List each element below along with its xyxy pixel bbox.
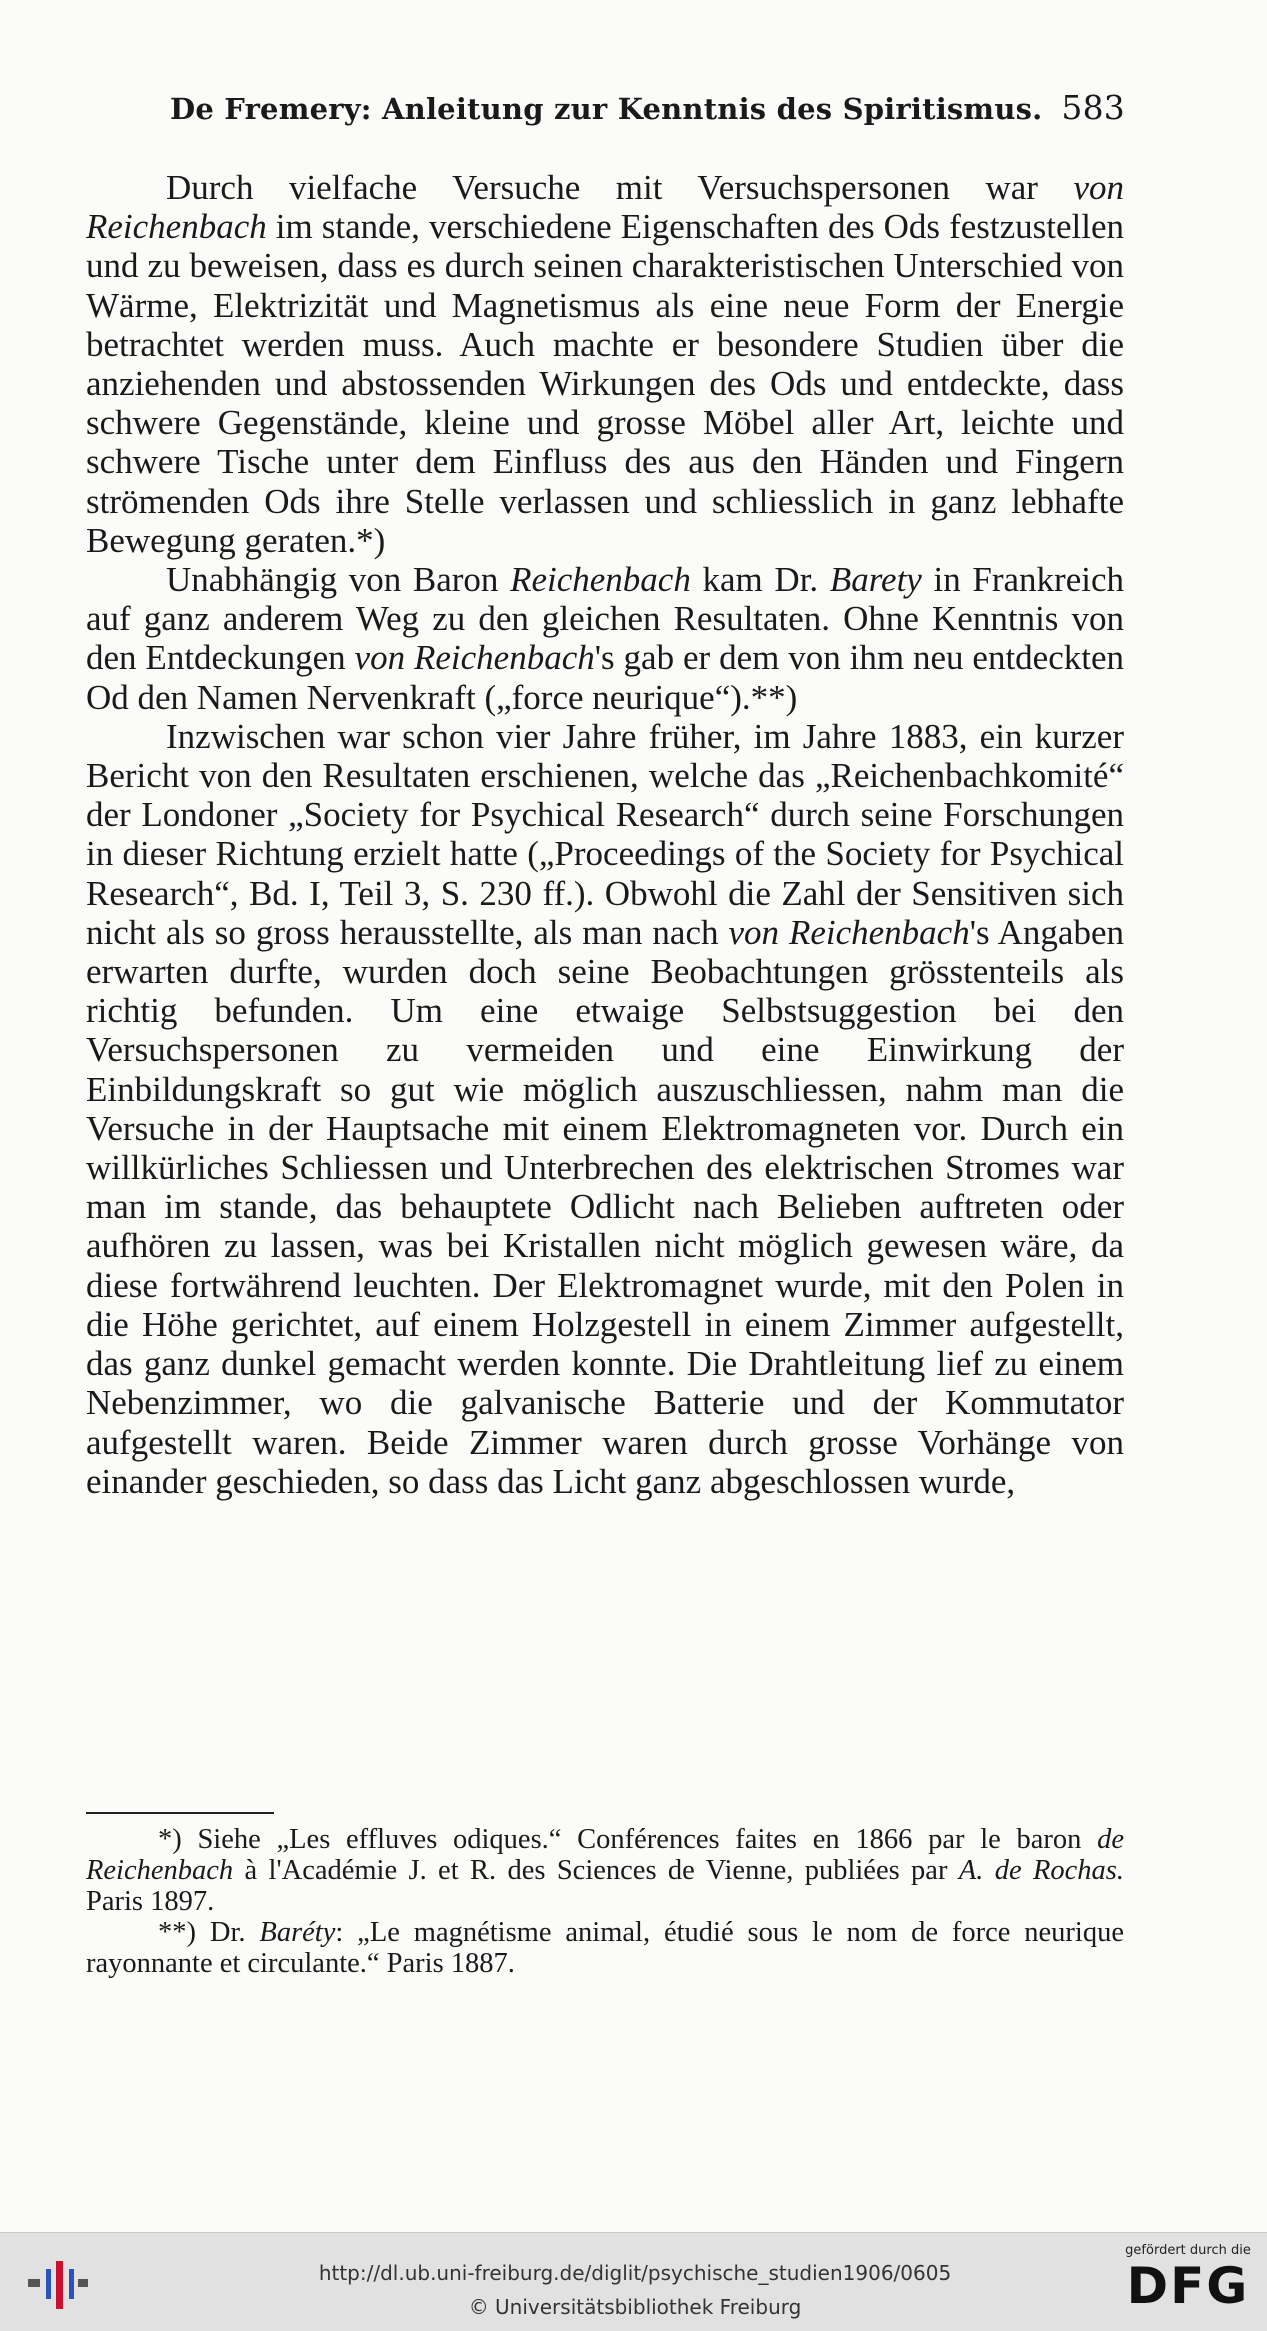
copyright-notice: © Universitätsbibliothek Freiburg bbox=[468, 2295, 802, 2319]
paragraph-2: Unabhängig von Baron Reichenbach kam Dr. Barety in Frankreich auf ganz anderem Weg zu den gleichen Resultaten. Ohne Kenntnis von den Entdeckungen von Reichenbach's gab er dem von ihm neu entdeckten Od den Namen Nervenkraft („force neurique“).**) bbox=[86, 560, 1125, 717]
page-url[interactable]: http://dl.ub.uni-freiburg.de/diglit/psychische_studien1906/0605 bbox=[318, 2261, 952, 2285]
running-header bbox=[170, 88, 1125, 140]
dfg-logo-icon bbox=[1118, 2243, 1258, 2323]
footnote-2: **) Dr. Baréty: „Le magnétisme animal, étudié sous le nom de force neurique rayonnante et circulante.“ Paris 1887. bbox=[86, 1917, 1124, 1979]
running-title: De Fremery: Anleitung zur Kenntnis des Spiritismus. bbox=[170, 92, 1043, 126]
footer-bar bbox=[0, 2232, 1267, 2331]
library-logo-icon bbox=[28, 2255, 88, 2313]
sponsor-logo-text: DFG bbox=[1126, 2257, 1250, 2315]
footnotes bbox=[86, 1824, 1124, 1979]
sponsor-caption: gefördert durch die bbox=[1125, 2243, 1251, 2258]
page-number: 583 bbox=[1061, 88, 1125, 127]
paragraph-1: Durch vielfache Versuche mit Versuchspersonen war von Reichenbach im stande, verschiedene Eigenschaften des Ods festzustellen und zu beweisen, dass es durch seinen charakteristischen Unterschied von Wärme, Elektrizität und Magnetismus als eine neue Form der Energie betrachtet werden muss. Auch machte er besondere Studien über die anziehenden und abstossenden Wirkungen des Ods und entdeckte, dass schwere Gegenstände, kleine und grosse Möbel aller Art, leichte und schwere Tische unter dem Einfluss des aus den Händen und Fingern strömenden Ods ihre Stelle verlassen und schliesslich in ganz lebhafte Bewegung geraten.*) bbox=[86, 168, 1124, 560]
paragraph-3: Inzwischen war schon vier Jahre früher, im Jahre 1883, ein kurzer Bericht von den Resultaten erschienen, welche das „Reichenbachkomité“ der Londoner „Society for Psychical Research“ durch seine Forschungen in dieser Richtung erzielt hatte („Proceedings of the Society for Psychical Research“, Bd. I, Teil 3, S. 230 ff.). Obwohl die Zahl der Sensitiven sich nicht als so gross herausstellte, als man nach von Reichenbach's Angaben erwarten durfte, wurden doch seine Beobachtungen grösstenteils als richtig befunden. Um eine etwaige Selbstsuggestion bei den Versuchspersonen zu vermeiden und eine Einwirkung der Einbildungskraft so gut wie möglich auszuschliessen, nahm man die Versuche in der Hauptsache mit einem Elektromagneten vor. Durch ein willkürliches Schliessen und Unterbrechen des elektrischen Stromes war man im stande, das behauptete Odlicht nach Belieben auftreten oder aufhören zu lassen, was bei Kristallen nicht möglich gewesen wäre, da diese fortwährend leuchten. Der Elektromagnet wurde, mit den Polen in die Höhe gerichtet, auf einem Holzgestell in einem Zimmer aufgestellt, das ganz dunkel gemacht werden konnte. Die Drahtleitung lief zu einem Nebenzimmer, wo die galvanische Batterie und der Kommutator aufgestellt waren. Beide Zimmer waren durch grosse Vorhänge von einander geschieden, so dass das Licht ganz abgeschlossen wurde, bbox=[86, 716, 1125, 1501]
footnote-rule bbox=[86, 1812, 274, 1814]
footnote-1: *) Siehe „Les effluves odiques.“ Conférences faites en 1866 par le baron de Reichenbach à l'Académie J. et R. des Sciences de Vienne, publiées par A. de Rochas. Paris 1897. bbox=[86, 1824, 1124, 1917]
main-text bbox=[86, 168, 1124, 1501]
